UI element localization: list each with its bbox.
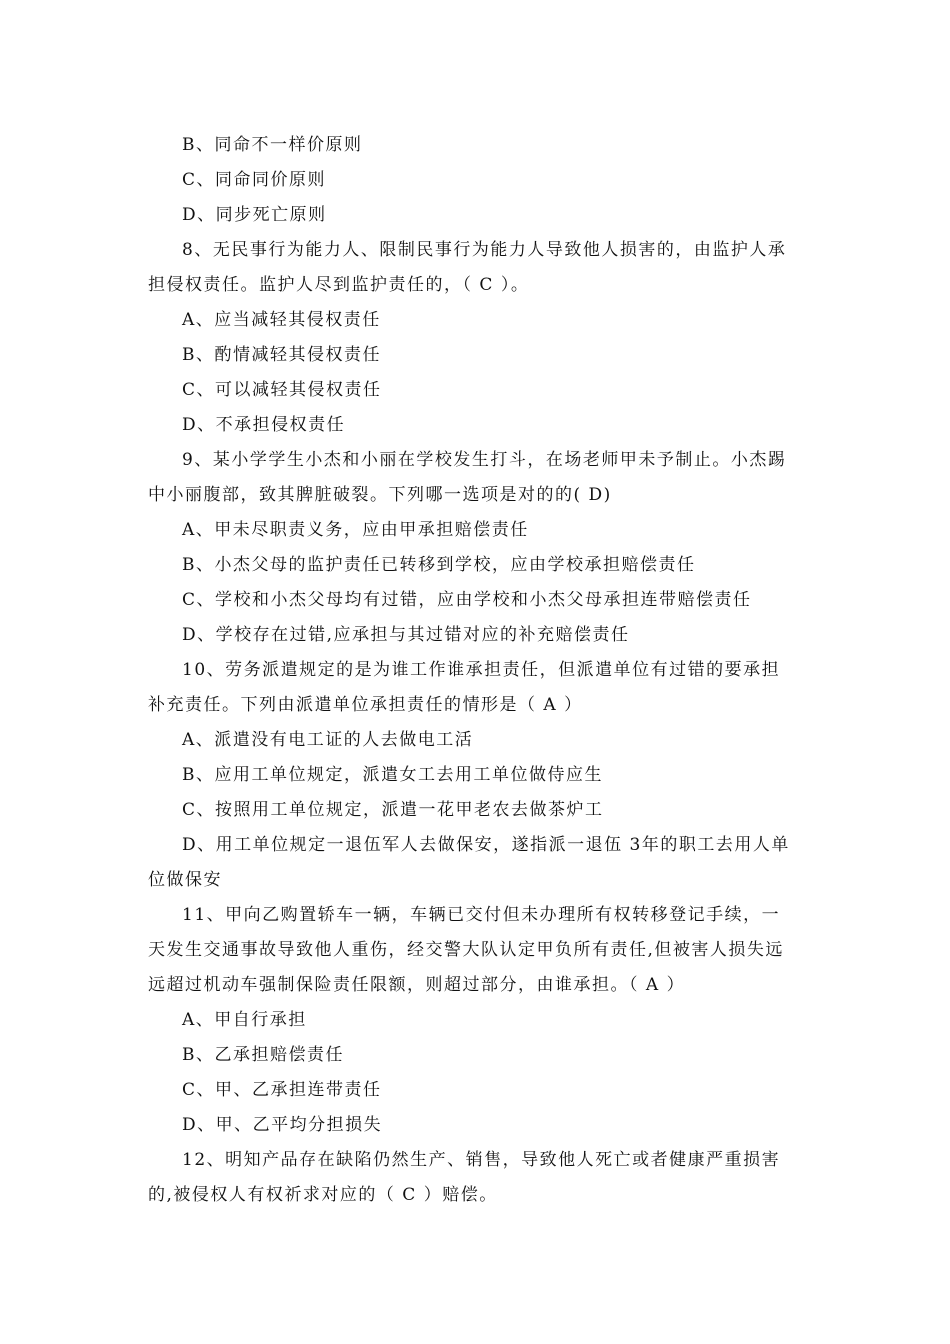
text-line: B、酌情减轻其侵权责任 (182, 345, 381, 365)
text-line: 天发生交通事故导致他人重伤，经交警大队认定甲负所有责任,但被害人损失远 (148, 940, 784, 960)
text-line: D、甲、乙平均分担损失 (182, 1115, 383, 1135)
text-line: C、同命同价原则 (182, 170, 327, 190)
text-line: 11、甲向乙购置轿车一辆，车辆已交付但未办理所有权转移登记手续，一 (182, 905, 781, 925)
text-line: A、派遣没有电工证的人去做电工活 (182, 730, 474, 750)
text-line: C、学校和小杰父母均有过错，应由学校和小杰父母承担连带赔偿责任 (182, 590, 752, 610)
text-line: B、小杰父母的监护责任已转移到学校，应由学校承担赔偿责任 (182, 555, 696, 575)
document-body (148, 128, 808, 1213)
text-line: A、甲未尽职责义务，应由甲承担赔偿责任 (182, 520, 529, 540)
text-line: 担侵权责任。监护人尽到监护责任的，（ C ）。 (148, 275, 530, 295)
text-line: B、乙承担赔偿责任 (182, 1045, 344, 1065)
text-line: 远超过机动车强制保险责任限额，则超过部分，由谁承担。（ A ） (148, 975, 686, 995)
text-line: D、同步死亡原则 (182, 205, 327, 225)
text-line: 补充责任。下列由派遣单位承担责任的情形是（ A ） (148, 695, 583, 715)
text-line: 位做保安 (148, 870, 222, 890)
text-line: C、按照用工单位规定，派遣一花甲老农去做茶炉工 (182, 800, 604, 820)
text-line: B、应用工单位规定，派遣女工去用工单位做侍应生 (182, 765, 603, 785)
text-line: D、学校存在过错,应承担与其过错对应的补充赔偿责任 (182, 625, 630, 645)
text-line: 中小丽腹部，致其脾脏破裂。下列哪一选项是对的的( D) (148, 485, 612, 505)
text-line: B、同命不一样价原则 (182, 135, 363, 155)
text-line: A、应当减轻其侵权责任 (182, 310, 381, 330)
text-line: 的,被侵权人有权祈求对应的（ C ）赔偿。 (148, 1185, 498, 1205)
text-line: C、甲、乙承担连带责任 (182, 1080, 382, 1100)
text-line: D、不承担侵权责任 (182, 415, 346, 435)
text-line: 10、劳务派遣规定的是为谁工作谁承担责任，但派遣单位有过错的要承担 (182, 660, 781, 680)
text-line: 8、无民事行为能力人、限制民事行为能力人导致他人损害的，由监护人承 (182, 240, 787, 260)
text-line: D、用工单位规定一退伍军人去做保安，遂指派一退伍 3年的职工去用人单 (182, 835, 790, 855)
text-line: 9、某小学学生小杰和小丽在学校发生打斗，在场老师甲未予制止。小杰踢 (182, 450, 787, 470)
text-line: 12、明知产品存在缺陷仍然生产、销售，导致他人死亡或者健康严重损害 (182, 1150, 781, 1170)
text-line: C、可以减轻其侵权责任 (182, 380, 382, 400)
text-line: A、甲自行承担 (182, 1010, 307, 1030)
